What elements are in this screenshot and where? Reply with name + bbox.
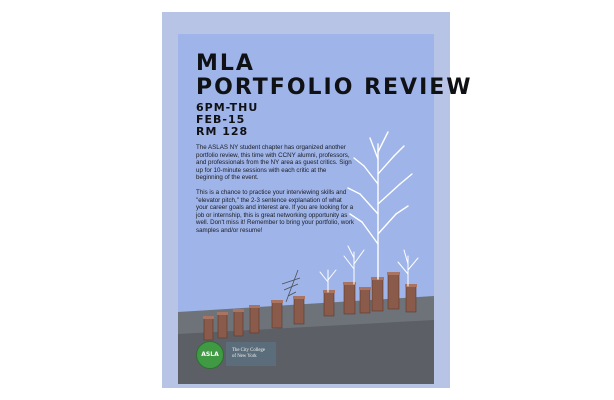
poster-panel [178,34,473,384]
asla-logo-text: ASLA [201,351,219,358]
asla-logo [196,341,224,369]
tree-illustration [348,132,412,279]
poster [162,12,473,388]
description-paragraph-1: The ASLAS NY student chapter has organized another portfolio review, this time with CCNY alumni, professors, and professionals from the NY area as guest critics. Sign up for 10-minute sessions with each critic at the beginning of the event. [196,144,352,182]
poster-title [196,52,473,100]
event-room: RM 128 [196,125,249,138]
description [196,144,354,242]
title-line-1: MLA [196,51,255,76]
title-line-2: PORTFOLIO REVIEW [196,75,473,100]
description-paragraph-2: This is a chance to practice your interviewing skills and "elevator pitch," the 2-3 sentence explanation of what your career goals and interest are. If you are looking for a job or internship, this is great networking opportunity as well. Don't miss it! Remember to bring your portfolio, work samples and/or resume! [196,188,354,234]
event-time: 6PM-THU [196,101,259,114]
ccny-logo-line-2: of New York [232,354,257,359]
ccny-logo-line-1: The City College [232,348,266,353]
small-trees [320,246,418,292]
event-details [196,102,258,138]
ccny-logo [226,342,276,366]
event-date: FEB-15 [196,113,246,126]
